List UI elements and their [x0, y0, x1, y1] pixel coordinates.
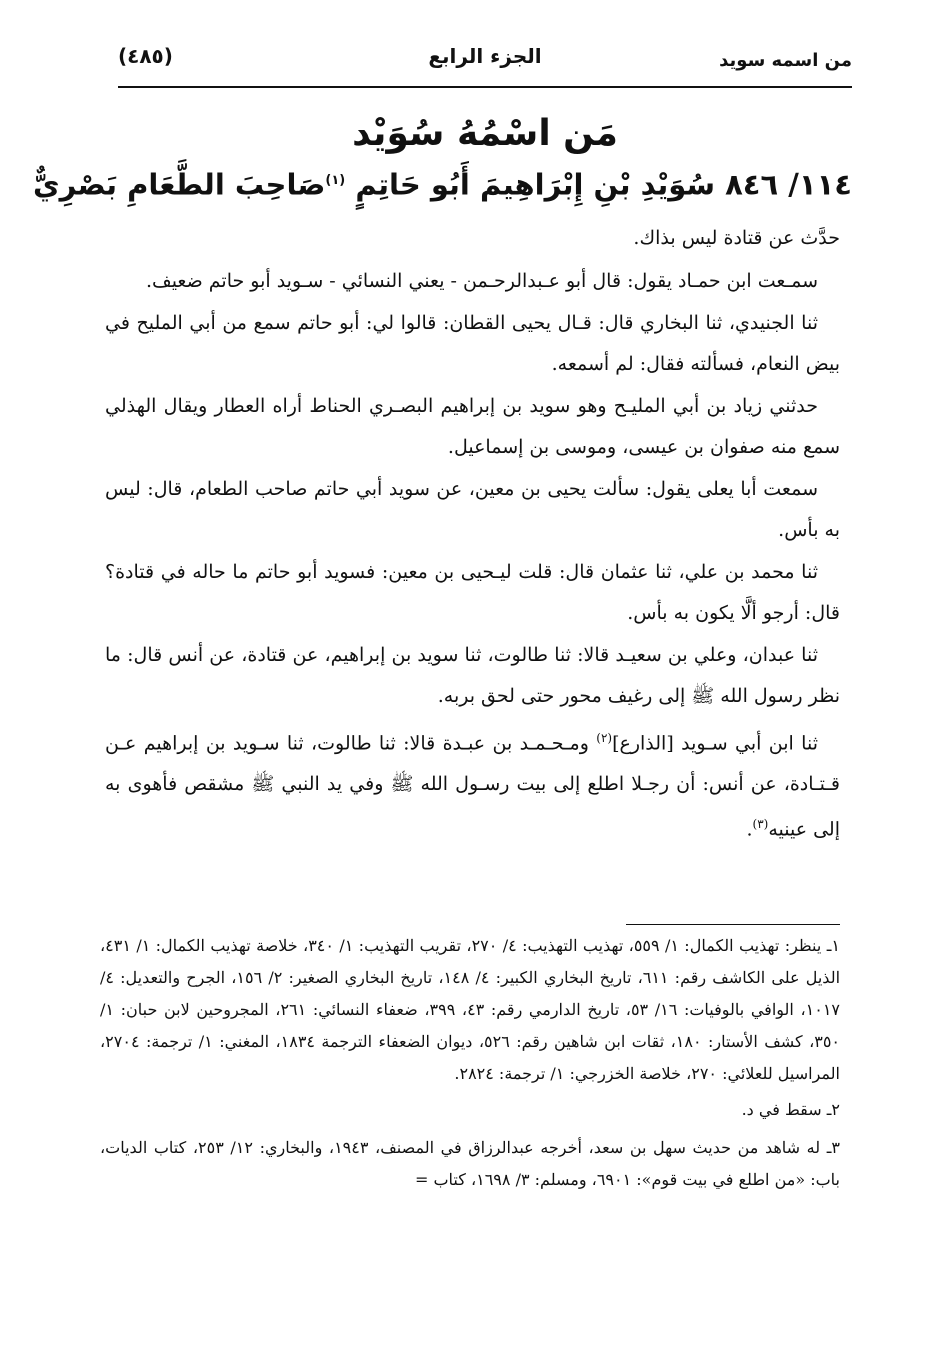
footnote-rule: [626, 924, 840, 925]
footnote-ref-1[interactable]: (١): [325, 173, 346, 188]
footnote-ref-2[interactable]: (٢): [596, 731, 613, 745]
header-rule: [118, 86, 852, 88]
entry-name: سُوَيْدِ بْنِ إِبْرَاهِيمَ أَبُو حَاتِمٍ: [355, 167, 715, 202]
footnote-2: ٢ـ سقط في د.: [741, 1100, 840, 1119]
paragraph-8: [105, 718, 840, 850]
footnote-3: ٣ـ له شاهد من حديث سهل بن سعد، أخرجه عبدالرزاق في المصنف، ١٩٤٣، والبخاري: ١٢/ ٢٥٣، كتاب الديات، باب: «من اطلع في بيت قوم»: ٦٩٠١، ومسلم: ٣/ ١٦٩٨، كتاب =: [100, 1138, 840, 1189]
paragraph-2: سمـعت ابن حمـاد يقول: قال أبو عـبدالرحـمن - يعني النسائي - سـويد أبو حاتم ضعيف.: [145, 269, 818, 292]
paragraph-8-part-2: ومـحـمـد بن عبـدة قالا: ثنا طالوت، ثنا سـويد بن إبراهيم عـن قـتـادة، عن أنس: أن رجـلا اطلع إلى بيت رسـول الله ﷺ وفي يد النبي ﷺ مشقص فأهوى به إلى عينيه: [105, 732, 840, 841]
footnote-1: ١ـ ينظر: تهذيب الكمال: ١/ ٥٥٩، تهذيب التهذيب: ٤/ ٢٧٠، تقريب التهذيب: ١/ ٣٤٠، خلاصة تهذيب الكمال: ١/ ٤٣١، الذيل على الكاشف رقم: ٦١١، تاريخ البخاري الكبير: ٤/ ١٤٨، تاريخ البخاري الصغير: ٢/ ١٥٦، الجرح والتعديل: ٤/ ١٠١٧، الوافي بالوفيات: ١٦/ ٥٣، تاريخ الدارمي رقم: ٤٣، ٣٩٩، ضعفاء النسائي: ٢٦١، المجروحين لابن حبان: ١/ ٣٥٠، كشف الأستار: ١٨٠، ثقات ابن شاهين رقم: ٥٢٦، ديوان الضعفاء الترجمة ١٨٣٤، المغني: ١/ ترجمة: ٢٧٠٤، المراسيل للعلائي: ٢٧٠، خلاصة الخزرجي: ١/ ترجمة: ٢٨٢٤.: [100, 936, 841, 1083]
paragraph-3: ثنا الجنيدي، ثنا البخاري قال: قـال يحيى القطان: قالوا لي: أبو حاتم سمع من أبي المليح في بيض النعام، فسألته فقال: لم أسمعه.: [105, 312, 840, 375]
paragraph-1: حدَّث عن قتادة ليس بذاك.: [633, 227, 840, 249]
entry-number: ١١٤/ ٨٤٦: [725, 167, 852, 202]
footnote-ref-3[interactable]: (٣): [752, 817, 769, 832]
paragraph-7: ثنا عبدان، وعلي بن سعيـد قالا: ثنا طالوت، ثنا سويد بن إبراهيم، عن قتادة، عن أنس قال: ما نظر رسول الله ﷺ إلى رغيف محور حتى لحق بربه.: [105, 644, 840, 707]
body-text: [105, 218, 840, 852]
paragraph-6: ثنا محمد بن علي، ثنا عثمان قال: قلت ليـحيى بن معين: فسويد أبو حاتم ما حاله في قتادة؟ قال: أرجو ألَّا يكون به بأس.: [105, 561, 840, 624]
volume-label: الجزء الرابع: [428, 44, 542, 68]
paragraph-8-part-3: .: [746, 818, 753, 841]
running-title: من اسمه سويد: [719, 50, 852, 71]
paragraph-4: حدثني زياد بن أبي المليـح وهو سويد بن إبراهيم البصـري الحناط أراه العطار ويقال الهذلي سمع منه صفوان بن عيسى، وموسى بن إسماعيل.: [105, 395, 840, 458]
page-header: [118, 40, 852, 84]
entry-title: [32, 160, 852, 206]
page-number: (٤٨٥): [118, 44, 173, 68]
footnotes: [100, 930, 840, 1202]
entry-descriptor: صَاحِبَ الطَّعَامِ بَصْرِيٌّ: [32, 167, 326, 202]
paragraph-8-part-1: ثنا ابن أبي سـويد [الذارع]: [612, 732, 818, 755]
paragraph-5: سمعت أبا يعلى يقول: سألت يحيى بن معين، عن سويد أبي حاتم صاحب الطعام، قال: ليس به بأس.: [105, 478, 840, 541]
section-title: مَن اسْمُهُ سُوَيْد: [352, 113, 618, 154]
